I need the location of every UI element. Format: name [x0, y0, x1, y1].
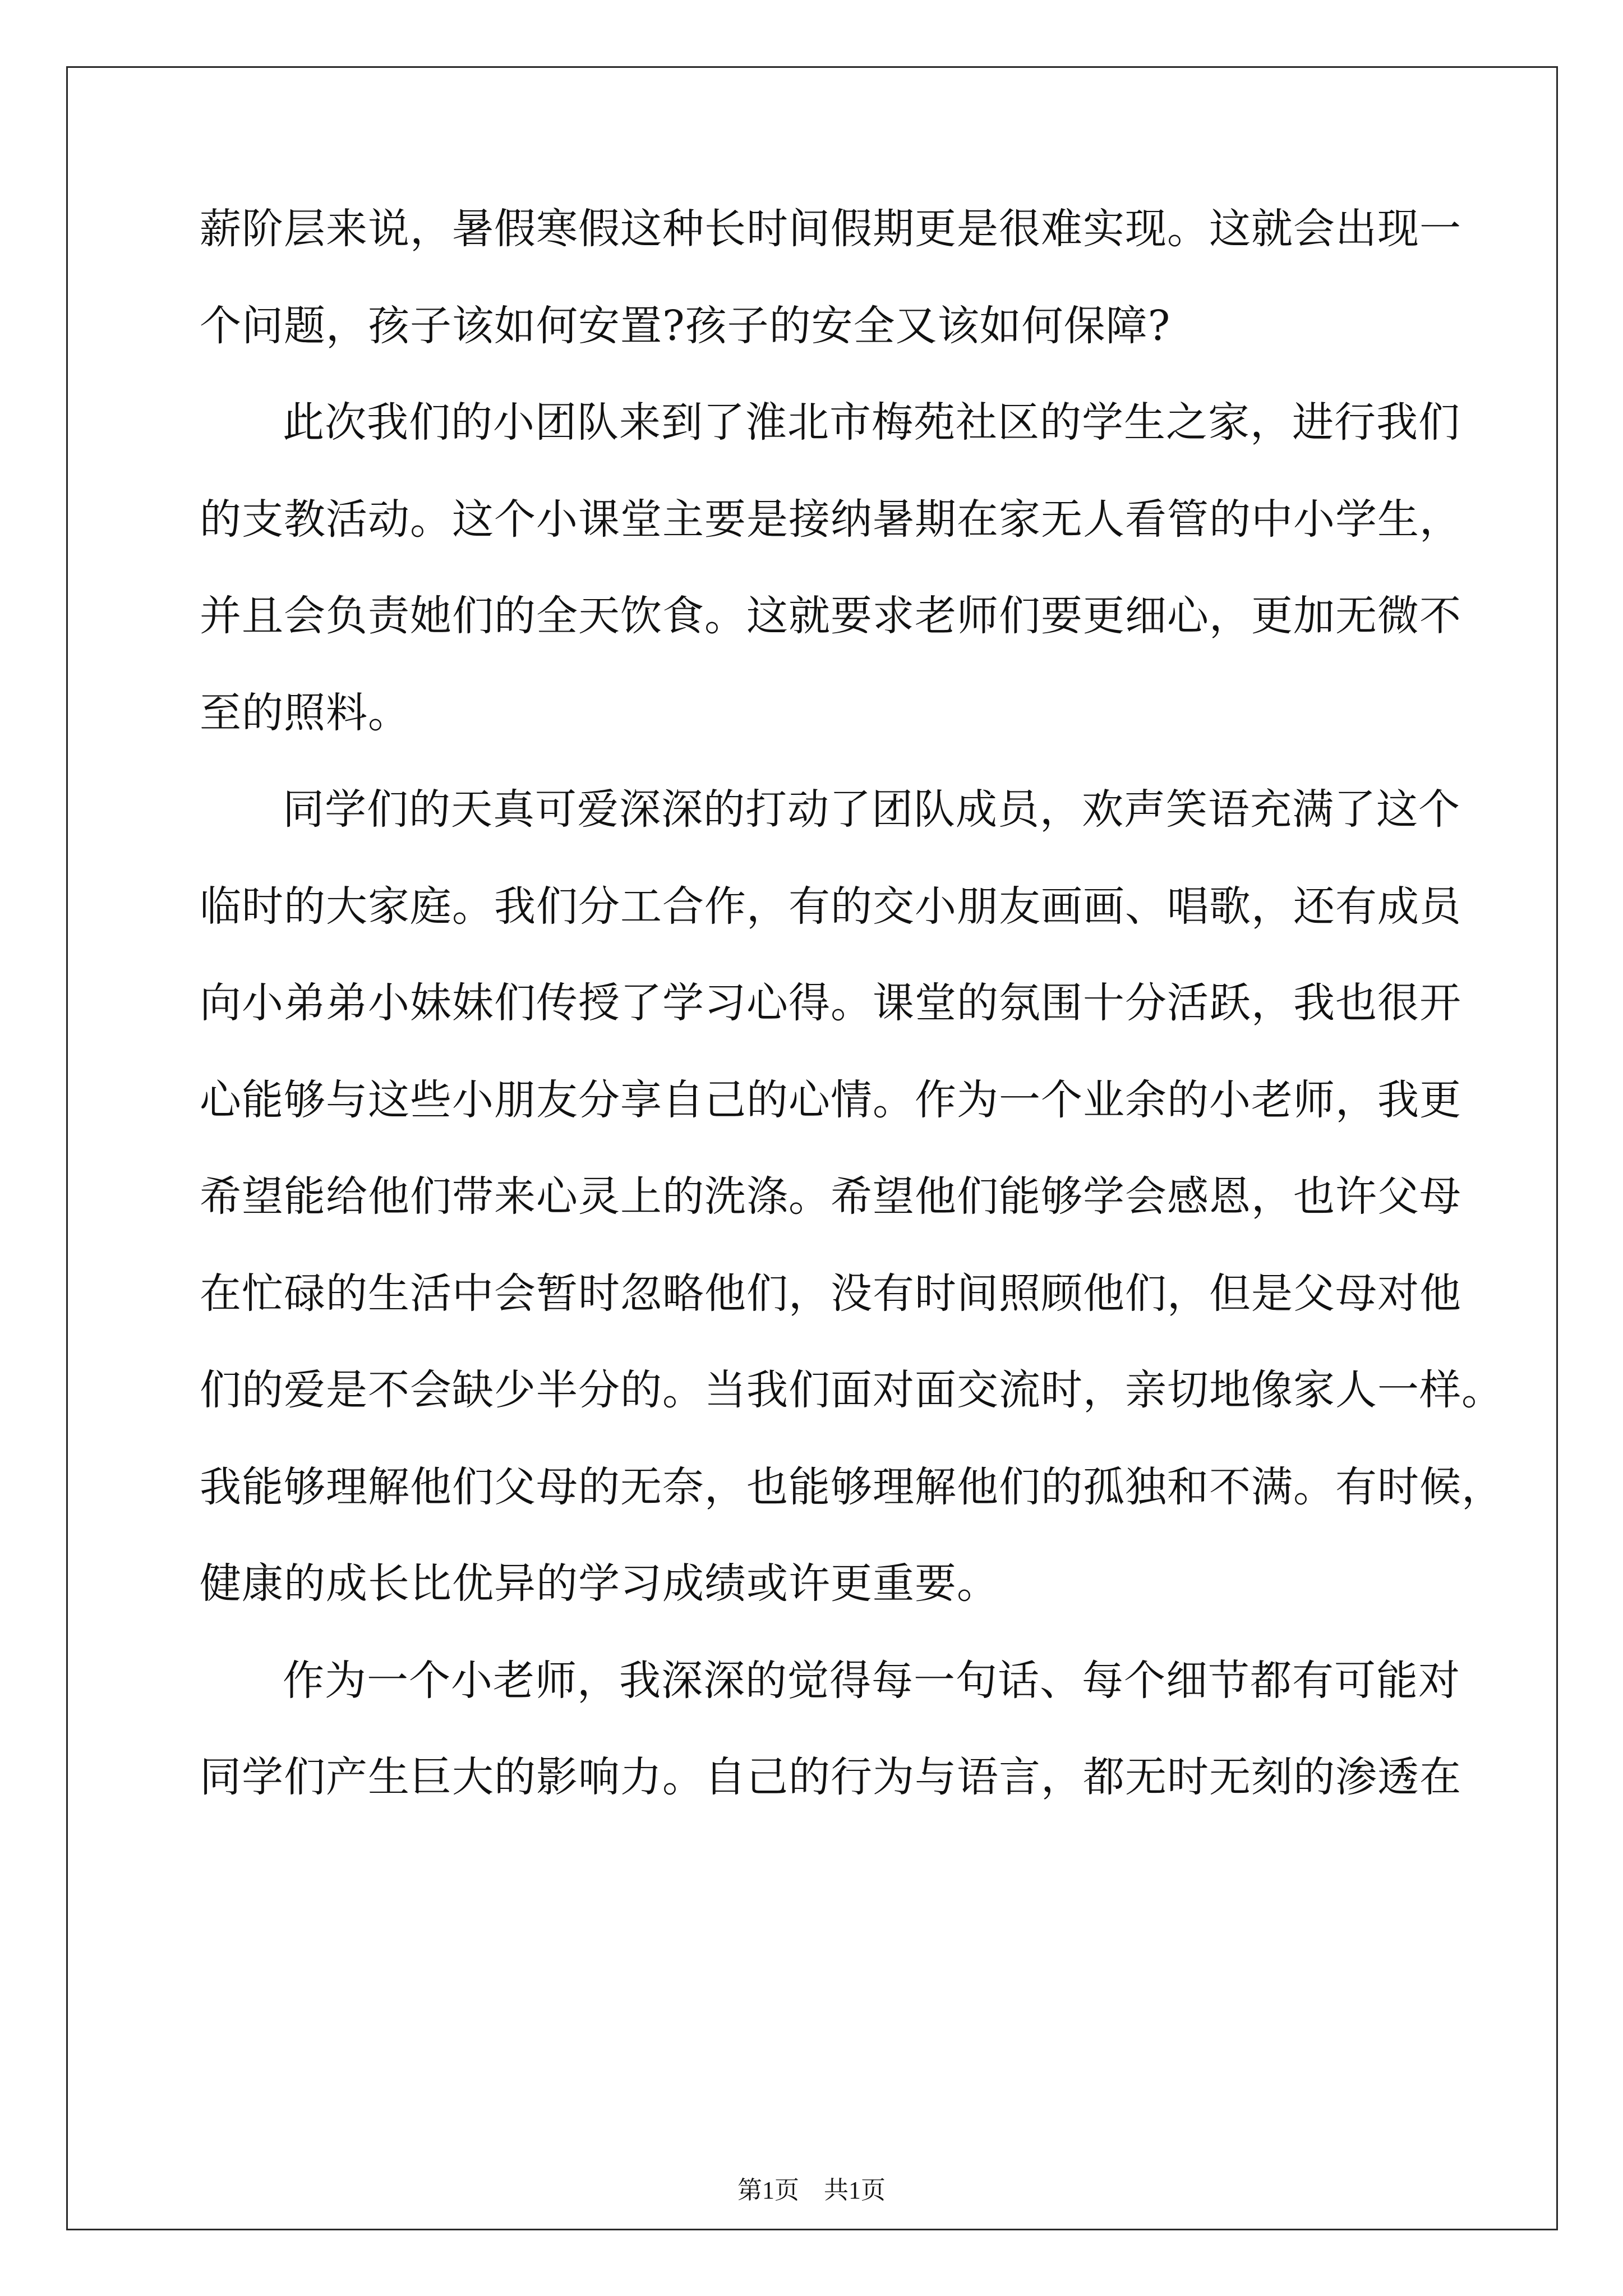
text-line: 心能够与这些小朋友分享自己的心情。作为一个业余的小老师，我更	[200, 1075, 1461, 1124]
page-number: 第1页	[737, 2177, 799, 2204]
text-line: 希望能给他们带来心灵上的洗涤。希望他们能够学会感恩，也许父母	[200, 1172, 1461, 1221]
text-line: 薪阶层来说，暑假寒假这种长时间假期更是很难实现。这就会出现一	[200, 205, 1461, 253]
text-line: 向小弟弟小妹妹们传授了学习心得。课堂的氛围十分活跃，我也很开	[200, 979, 1461, 1027]
text-line: 同学们产生巨大的影响力。自己的行为与语言，都无时无刻的渗透在	[200, 1753, 1461, 1801]
body-text	[200, 181, 1504, 1826]
text-line: 此次我们的小团队来到了淮北市梅苑社区的学生之家，进行我们	[283, 398, 1460, 447]
text-line: 个问题，孩子该如何安置?孩子的安全又该如何保障?	[200, 301, 1171, 350]
text-line: 我能够理解他们父母的无奈，也能够理解他们的孤独和不满。有时候，	[200, 1462, 1504, 1511]
text-line: 健康的成长比优异的学习成绩或许更重要。	[200, 1559, 999, 1608]
page-footer	[0, 2170, 1623, 2206]
text-line: 作为一个小老师，我深深的觉得每一句话、每个细节都有可能对	[283, 1656, 1460, 1705]
text-line: 临时的大家庭。我们分工合作，有的交小朋友画画、唱歌，还有成员	[200, 882, 1461, 931]
page-total: 共1页	[824, 2177, 886, 2204]
text-line: 们的爱是不会缺少半分的。当我们面对面交流时，亲切地像家人一样。	[200, 1366, 1504, 1414]
text-line: 并且会负责她们的全天饮食。这就要求老师们要更细心，更加无微不	[200, 592, 1461, 640]
text-line: 至的照料。	[200, 688, 410, 737]
text-line: 在忙碌的生活中会暂时忽略他们，没有时间照顾他们，但是父母对他	[200, 1269, 1461, 1318]
text-line: 同学们的天真可爱深深的打动了团队成员，欢声笑语充满了这个	[283, 785, 1460, 834]
text-line: 的支教活动。这个小课堂主要是接纳暑期在家无人看管的中小学生，	[200, 495, 1461, 544]
